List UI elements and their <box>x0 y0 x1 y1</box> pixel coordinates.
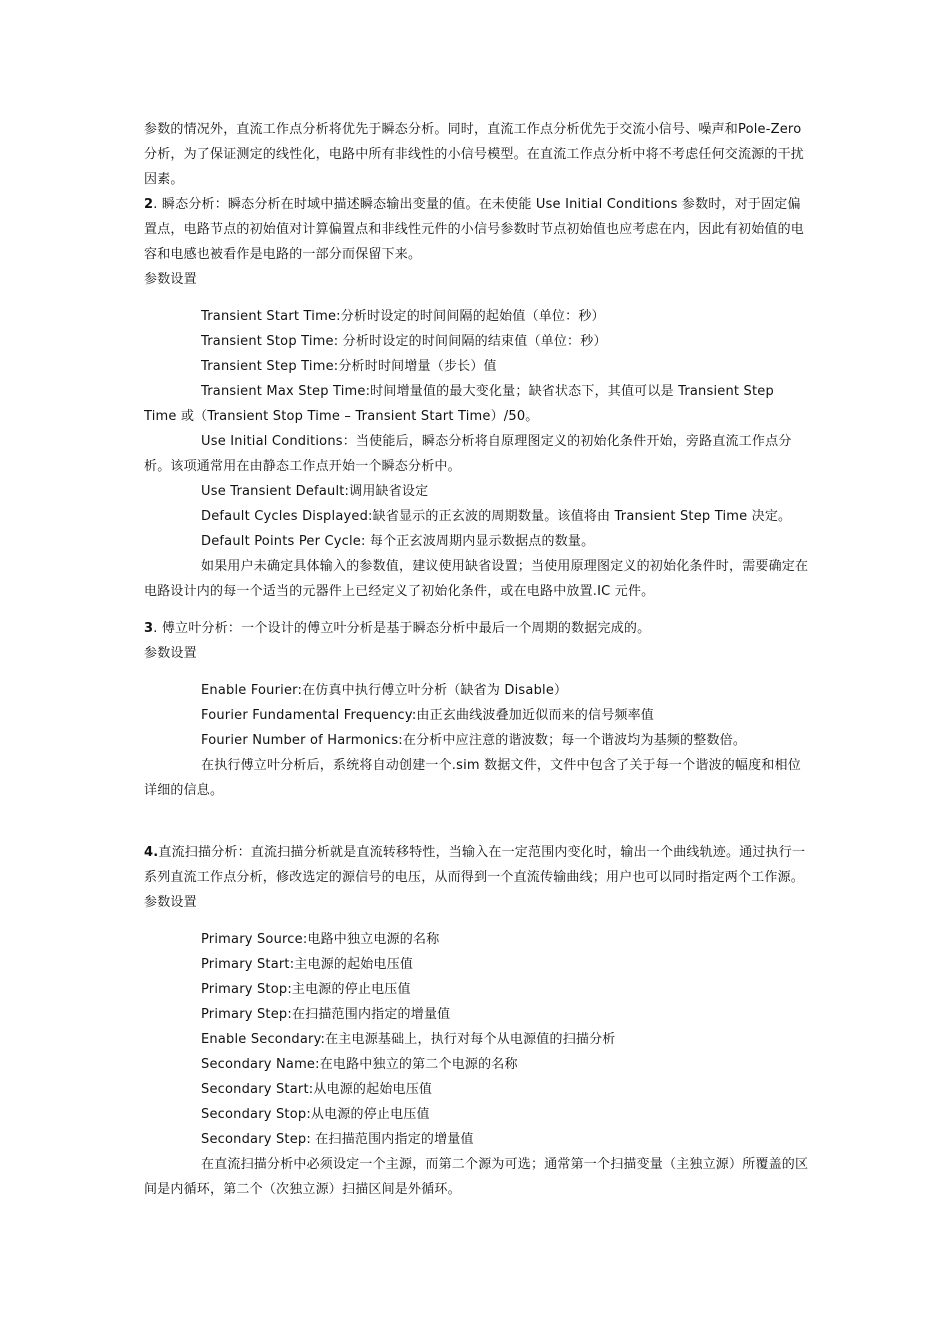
section-number: 4. <box>144 845 159 860</box>
section-note: 在执行傅立叶分析后，系统将自动创建一个.sim 数据文件，文件中包含了关于每一个谐波的幅度和相位详细的信息。 <box>144 758 801 798</box>
section-4-heading <box>144 840 810 890</box>
param-item: Secondary Name:在电路中独立的第二个电源的名称 <box>201 1057 518 1072</box>
param-item: Enable Fourier:在仿真中执行傅立叶分析（缺省为 Disable） <box>201 683 568 698</box>
params-label: 参数设置 <box>144 895 197 910</box>
param-item: Transient Step Time:分析时时间增量（步长）值 <box>201 359 497 374</box>
param-item: Fourier Fundamental Frequency:由正玄曲线波叠加近似而来的信号频率值 <box>201 708 655 723</box>
param-item: Secondary Stop:从电源的停止电压值 <box>201 1107 430 1122</box>
param-item: Primary Source:电路中独立电源的名称 <box>201 932 440 947</box>
param-item: Transient Stop Time: 分析时设定的时间间隔的结束值（单位：秒） <box>201 334 607 349</box>
param-item: Use Transient Default:调用缺省设定 <box>201 484 429 499</box>
section-note: 如果用户未确定具体输入的参数值，建议使用缺省设置；当使用原理图定义的初始化条件时，需要确定在电路设计内的每一个适当的元器件上已经定义了初始化条件，或在电路中放置.IC 元件。 <box>144 559 809 599</box>
param-item: Fourier Number of Harmonics:在分析中应注意的谐波数；每一个谐波均为基频的整数倍。 <box>201 733 747 748</box>
section-3-heading <box>144 616 810 641</box>
section-text: . 傅立叶分析：一个设计的傅立叶分析是基于瞬态分析中最后一个周期的数据完成的。 <box>153 621 651 636</box>
param-item: Secondary Step: 在扫描范围内指定的增量值 <box>201 1132 474 1147</box>
param-item: Enable Secondary:在主电源基础上，执行对每个从电源值的扫描分析 <box>201 1032 616 1047</box>
section-number: 3 <box>144 621 154 636</box>
document-page <box>144 117 810 1202</box>
param-item-wrapped: Transient Max Step Time:时间增量值的最大变化量；缺省状态下，其值可以是 Transient Step Time 或（Transient Stop Time – Transient Start Time）/50。 <box>144 384 774 424</box>
section-2-heading <box>144 192 810 267</box>
param-item: Default Cycles Displayed:缺省显示的正玄波的周期数量。该值将由 Transient Step Time 决定。 <box>201 509 792 524</box>
section-note: 在直流扫描分析中必须设定一个主源，而第二个源为可选；通常第一个扫描变量（主独立源）所覆盖的区间是内循环，第二个（次独立源）扫描区间是外循环。 <box>144 1157 809 1197</box>
spacer <box>144 292 810 304</box>
param-item: Default Points Per Cycle: 每个正玄波周期内显示数据点的数量。 <box>201 534 595 549</box>
section-text: 直流扫描分析：直流扫描分析就是直流转移特性，当输入在一定范围内变化时，输出一个曲线轨迹。通过执行一系列直流工作点分析，修改选定的源信号的电压，从而得到一个直流传输曲线；用户也可以同时指定两个工作源。 <box>144 845 806 885</box>
params-label: 参数设置 <box>144 646 197 661</box>
section-text: . 瞬态分析：瞬态分析在时域中描述瞬态输出变量的值。在未使能 Use Initial Conditions 参数时，对于固定偏置点，电路节点的初始值对计算偏置点和非线性元件的小信号参数时节点初始值也应考虑在内，因此有初始值的电容和电感也被看作是电路的一部分而保留下来。 <box>144 197 805 262</box>
spacer <box>144 604 810 616</box>
param-item: Primary Stop:主电源的停止电压值 <box>201 982 411 997</box>
params-label: 参数设置 <box>144 272 197 287</box>
spacer <box>144 666 810 678</box>
section-number: 2 <box>144 197 154 212</box>
param-item: Transient Start Time:分析时设定的时间间隔的起始值（单位：秒） <box>201 309 605 324</box>
spacer <box>144 915 810 927</box>
spacer <box>144 803 810 840</box>
param-item: Primary Start:主电源的起始电压值 <box>201 957 414 972</box>
intro-paragraph: 参数的情况外，直流工作点分析将优先于瞬态分析。同时，直流工作点分析优先于交流小信号、噪声和Pole-Zero分析，为了保证测定的线性化，电路中所有非线性的小信号模型。在直流工作点分析中将不考虑任何交流源的干扰因素。 <box>144 122 805 187</box>
param-item: Secondary Start:从电源的起始电压值 <box>201 1082 433 1097</box>
param-item: Primary Step:在扫描范围内指定的增量值 <box>201 1007 451 1022</box>
param-item-wrapped: Use Initial Conditions：当使能后，瞬态分析将自原理图定义的初始化条件开始，旁路直流工作点分析。该项通常用在由静态工作点开始一个瞬态分析中。 <box>144 434 792 474</box>
